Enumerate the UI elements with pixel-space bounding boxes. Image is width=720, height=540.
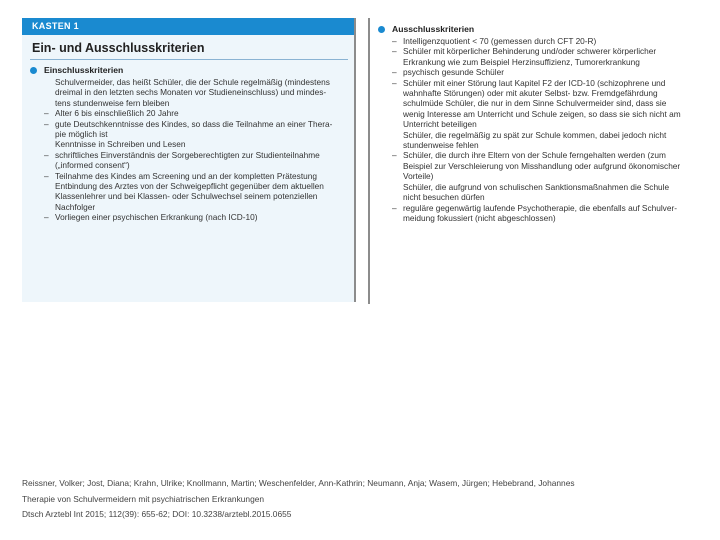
text-line: Kenntnisse in Schreiben und Lesen — [55, 139, 186, 150]
text-line: nicht besuchen dürfen — [403, 192, 485, 203]
text-line: Erkrankung wie zum Beispiel Herzinsuffizienz, Tumorerkrankung — [403, 56, 640, 67]
text-line: psychisch gesunde Schüler — [403, 67, 505, 78]
einschluss-list — [22, 77, 354, 223]
text-line: Schüler, die aufgrund von schulischen Sanktionsmaßnahmen die Schule — [403, 181, 670, 192]
list-item — [44, 150, 348, 171]
text-line: reguläre gegenwärtig laufende Psychotherapie, die ebenfalls auf Schulver- — [403, 202, 677, 213]
list-item — [392, 36, 692, 46]
text-line: Beispiel zur Verschleierung von Misshandlung oder aufgrund ökonomischer — [403, 160, 681, 171]
dash: – — [392, 67, 397, 78]
text-line: Schüler, die regelmäßig zu spät zur Schule kommen, dabei jedoch nicht — [403, 129, 667, 140]
text-line: („informed consent“) — [55, 160, 130, 171]
citation-footer — [22, 476, 702, 523]
list-item — [392, 67, 692, 77]
text-line: Unterricht beteiligen — [403, 119, 477, 130]
kasten-panel-left — [22, 18, 356, 302]
ausschluss-heading-row — [378, 24, 698, 34]
text-line: pie möglich ist — [55, 129, 108, 140]
dash: – — [44, 149, 49, 160]
kasten-label: KASTEN 1 — [22, 18, 354, 35]
list-item — [44, 139, 348, 149]
text-line: Vorliegen einer psychischen Erkrankung (nach ICD-10) — [55, 212, 258, 223]
einschluss-heading: Einschlusskriterien — [44, 65, 124, 75]
text-line: Alter 6 bis einschließlich 20 Jahre — [55, 108, 179, 119]
text-line: Nachfolger — [55, 201, 96, 212]
list-item — [44, 108, 348, 118]
text-line: Schulvermeider, das heißt Schüler, die der Schule regelmäßig (mindestens — [55, 77, 330, 87]
dash: – — [44, 170, 49, 181]
ausschluss-heading: Ausschlusskriterien — [392, 24, 475, 34]
list-item — [392, 150, 692, 181]
list-item — [392, 130, 692, 151]
text-line: stundenweise fehlen — [403, 140, 479, 151]
list-item — [44, 171, 348, 181]
text-line: tens stundenweise fern bleiben — [55, 97, 170, 108]
dash: – — [392, 46, 397, 57]
text-line: Schüler, die durch ihre Eltern von der Schule ferngehalten werden (zum — [403, 150, 666, 161]
list-item — [392, 182, 692, 203]
dash: – — [44, 118, 49, 129]
list-item — [44, 181, 348, 212]
dash: – — [392, 77, 397, 88]
text-line: meidung fokussiert (nicht abgeschlossen) — [403, 212, 556, 223]
einschluss-heading-row — [30, 65, 354, 75]
text-line: Teilnahme des Kindes am Screening und an der kompletten Prätestung — [55, 170, 317, 181]
text-line: Intelligenzquotient < 70 (gemessen durch CFT 20-R) — [403, 36, 597, 46]
bullet-icon — [30, 67, 37, 74]
dash: – — [44, 108, 49, 119]
title-divider — [30, 59, 348, 60]
text-line: wenig Interesse am Unterricht und Schule zeigen, so dass sie sich nicht am — [403, 108, 681, 119]
list-item — [44, 119, 348, 140]
list-item — [44, 212, 348, 222]
text-line: Vorteile) — [403, 171, 434, 182]
dash: – — [392, 150, 397, 161]
dash: – — [44, 212, 49, 223]
dash: – — [392, 36, 397, 46]
text-line: Schüler mit einer Störung laut Kapitel F2 der ICD-10 (schizophrene und — [403, 77, 666, 88]
text-line: schriftliches Einverständnis der Sorgeberechtigten zur Studienteilnahme — [55, 149, 320, 160]
kasten-panel-right — [368, 18, 698, 304]
footer-citation: Dtsch Arztebl Int 2015; 112(39): 655-62; DOI: 10.3238/arztebl.2015.0655 — [22, 509, 292, 519]
dash: – — [392, 202, 397, 213]
box-title: Ein- und Ausschlusskriterien — [32, 41, 205, 55]
text-line: Entbindung des Arztes von der Schweigepflicht gegenüber dem aktuellen — [55, 181, 324, 192]
bullet-icon — [378, 26, 385, 33]
footer-authors: Reissner, Volker; Jost, Diana; Krahn, Ulrike; Knollmann, Martin; Weschenfelder, Ann-Kathrin; Neumann, Anja; Wasem, Jürgen; Hebebrand, Johannes — [22, 478, 575, 488]
text-line: dreimal in den letzten sechs Monaten vor Studieneinschluss) und mindes- — [55, 87, 327, 98]
text-line: wahnhafte Störungen) oder mit akuter Selbst- bzw. Fremdgefährdung — [403, 88, 658, 99]
list-item — [392, 203, 692, 224]
einschluss-intro — [44, 77, 348, 108]
footer-article-title: Therapie von Schulvermeidern mit psychiatrischen Erkrankungen — [22, 493, 265, 504]
ausschluss-list — [370, 36, 698, 223]
text-line: Klassenlehrer und bei Klassen- oder Schulwechsel seinem potenziellen — [55, 191, 318, 202]
text-line: gute Deutschkenntnisse des Kindes, so dass die Teilnahme an einer Thera- — [55, 118, 333, 129]
text-line: Schüler mit körperlicher Behinderung und/oder schwerer körperlicher — [403, 46, 657, 57]
list-item — [392, 46, 692, 67]
text-line: schulmüde Schüler, die nur in dem Sinne Schulvermeider sind, dass sie — [403, 98, 667, 109]
list-item — [392, 78, 692, 130]
